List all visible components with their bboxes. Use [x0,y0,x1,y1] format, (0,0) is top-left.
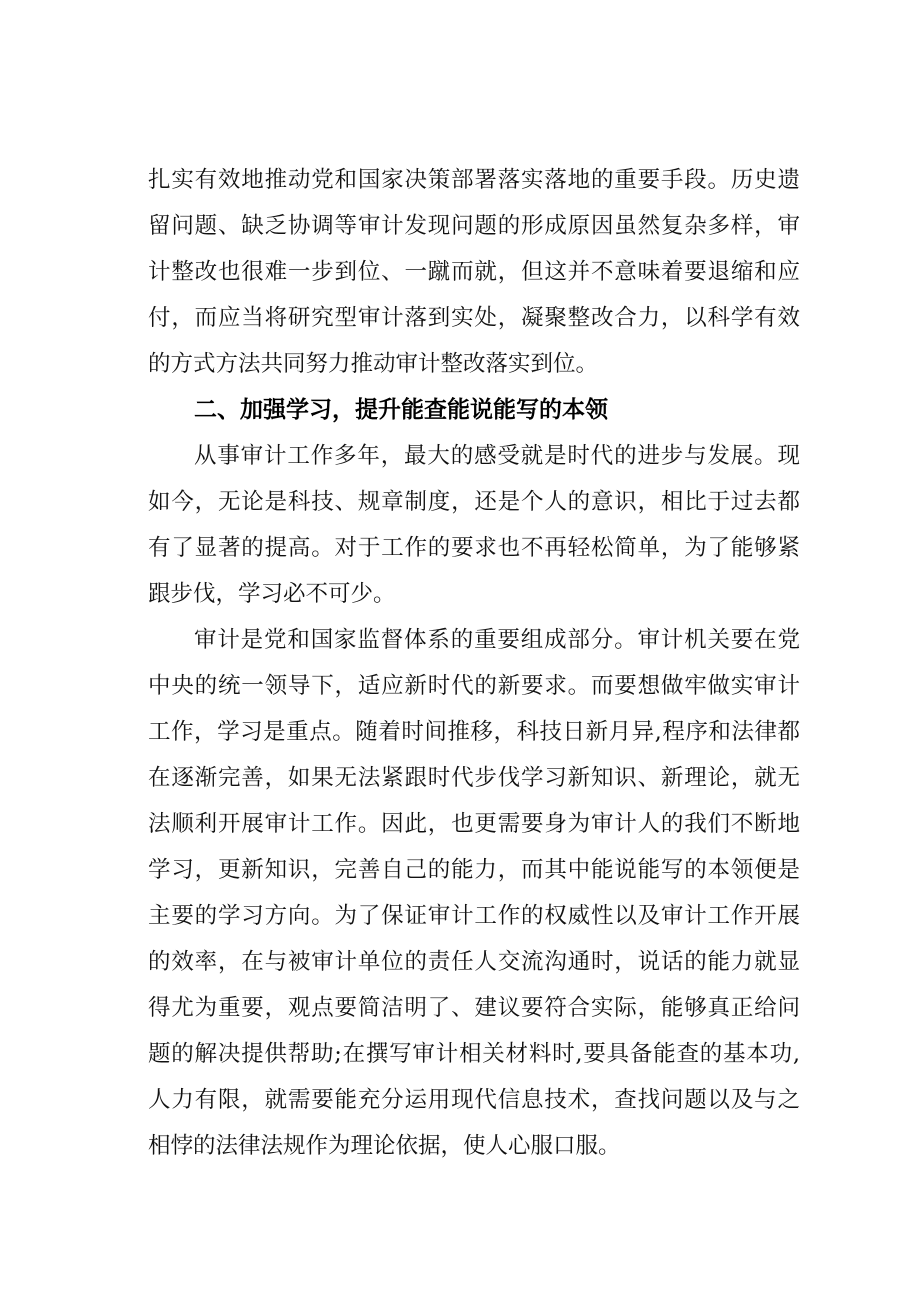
body-text-line: 中央的统一领导下，适应新时代的新要求。而要想做牢做实审计 [148,673,800,699]
body-text-line: 从事审计工作多年，最大的感受就是时代的进步与发展。现 [194,443,800,469]
body-text-line: 扎实有效地推动党和国家决策部署落实落地的重要手段。历史遗 [148,167,800,193]
body-text-line: 计整改也很难一步到位、一蹴而就，但这并不意味着要退缩和应 [148,259,800,285]
body-text-line: 如今，无论是科技、规章制度，还是个人的意识，相比于过去都 [148,489,800,515]
body-text-line: 题的解决提供帮助;在撰写审计相关材料时,要具备能查的基本功, [148,1041,800,1067]
body-text-line: 有了显著的提高。对于工作的要求也不再轻松简单，为了能够紧 [148,535,800,561]
body-text-line: 在逐渐完善，如果无法紧跟时代步伐学习新知识、新理论，就无 [148,765,800,791]
body-text-line: 人力有限，就需要能充分运用现代信息技术，查找问题以及与之 [148,1087,800,1113]
body-text-line: 工作，学习是重点。随着时间推移，科技日新月异,程序和法律都 [148,719,800,745]
body-text-line: 的方式方法共同努力推动审计整改落实到位。 [148,351,599,377]
body-text-line: 跟步伐，学习必不可少。 [148,581,396,607]
body-text-line: 的效率，在与被审计单位的责任人交流沟通时，说话的能力就显 [148,949,800,975]
body-text-line: 得尤为重要，观点要简洁明了、建议要符合实际，能够真正给问 [148,995,800,1021]
body-text-line: 学习，更新知识，完善自己的能力，而其中能说能写的本领便是 [148,857,800,883]
body-text-line: 审计是党和国家监督体系的重要组成部分。审计机关要在党 [194,627,800,653]
body-text-line: 主要的学习方向。为了保证审计工作的权威性以及审计工作开展 [148,903,800,929]
body-text-line: 付，而应当将研究型审计落到实处，凝聚整改合力，以科学有效 [148,305,800,331]
body-text-line: 法顺利开展审计工作。因此，也更需要身为审计人的我们不断地 [148,811,800,837]
section-heading: 二、加强学习，提升能查能说能写的本领 [194,397,608,423]
body-text-line: 留问题、缺乏协调等审计发现问题的形成原因虽然复杂多样，审 [148,213,800,239]
body-text-line: 相悖的法律法规作为理论依据，使人心服口服。 [148,1133,621,1159]
